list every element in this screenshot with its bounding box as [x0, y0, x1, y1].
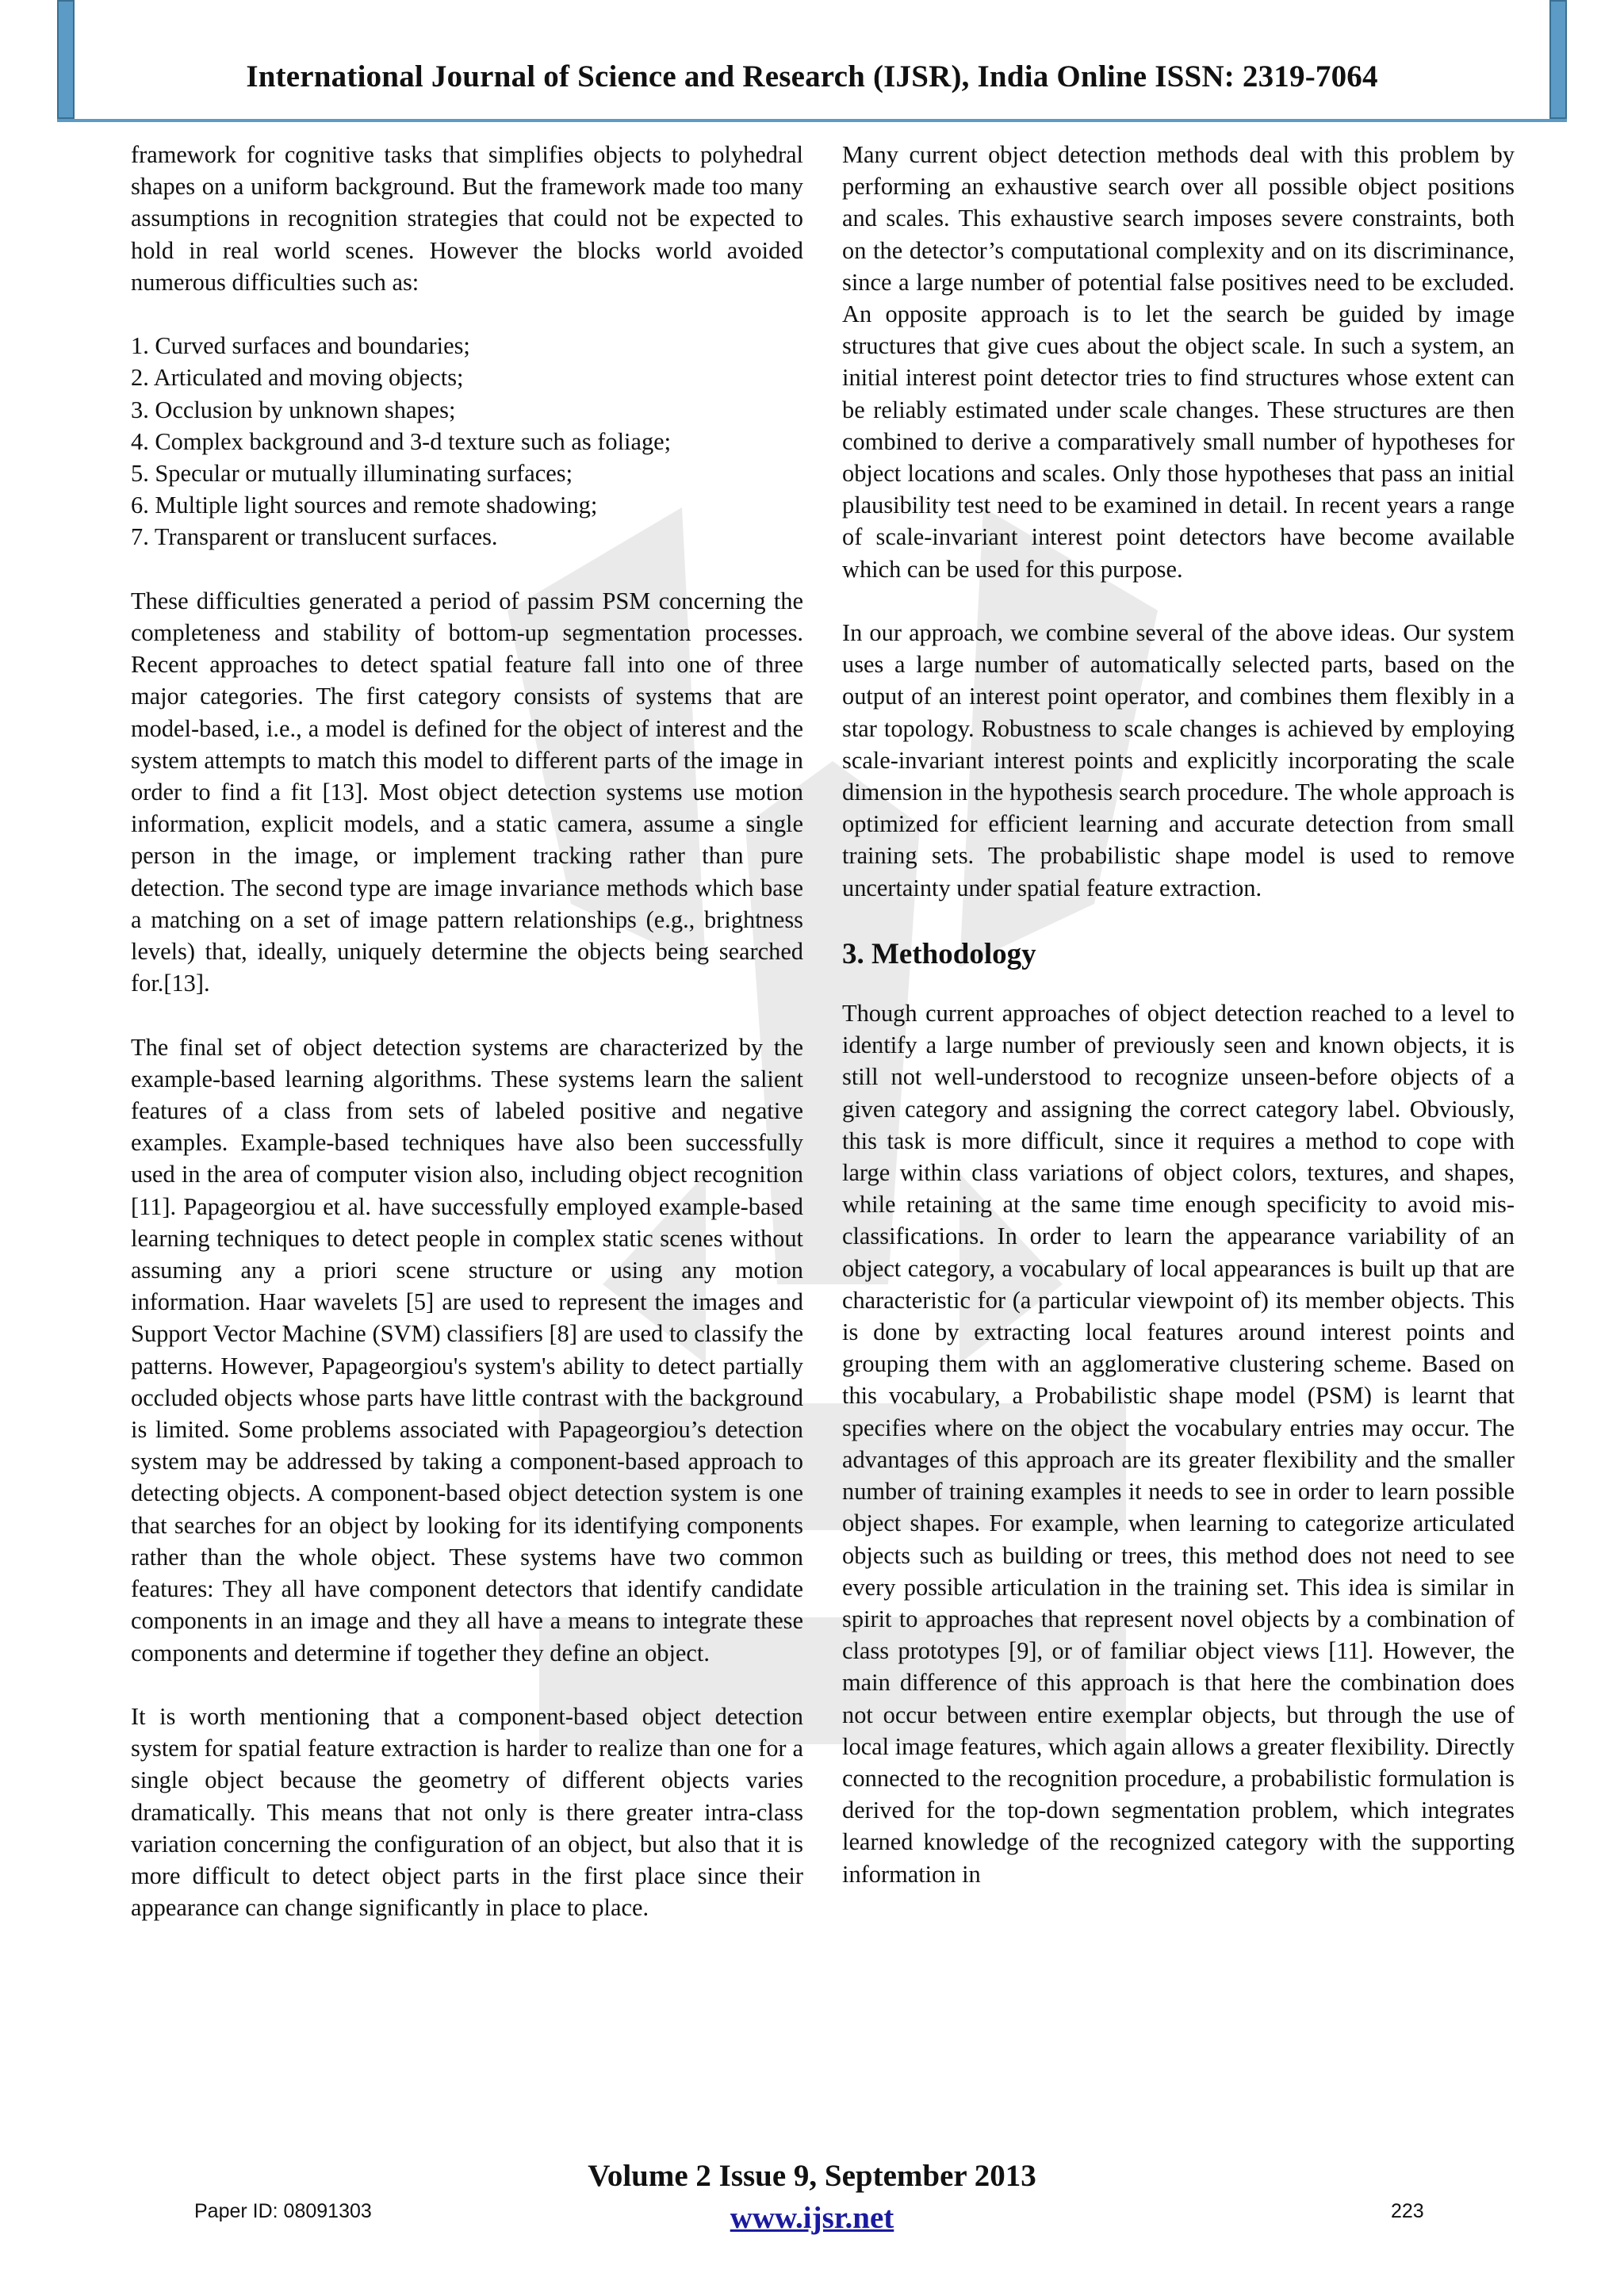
journal-title: International Journal of Science and Research (IJSR), India Online ISSN: 2319-7064 [246, 59, 1378, 94]
list-item: 6. Multiple light sources and remote shadowing; [131, 492, 598, 519]
list-item: 4. Complex background and 3-d texture such as foliage; [131, 427, 672, 455]
footer-url-link[interactable]: www.ijsr.net [730, 2201, 894, 2235]
list-item: 7. Transparent or translucent surfaces. [131, 523, 498, 551]
list-item: 5. Specular or mutually illuminating surfaces; [131, 460, 573, 488]
left-paragraph-3: The final set of object detection systems are characterized by the example-based learning algorithms. These systems learn the salient features of a class from sets of labeled positive and negative examples. Example-based techniques have also been successfully used in the area of computer vision also, including object recognition [11]. Papageorgiou et al. have successfully employed example-based learning techniques to detect people in complex static scenes without assuming any a priori scene structure or using any motion information. Haar wavelets [5] are used to represent the images and Support Vector Machine (SVM) classifiers [8] are used to classify the patterns. However, Papageorgiou's system's ability to detect partially occluded objects whose parts have little contrast with the background is limited. Some problems associated with Papageorgiou’s detection system may be addressed by taking a component-based approach to detecting objects. A component-based object detection system is one that searches for an object by looking for its identifying components rather than the whole object. These systems have two common features: They all have component detectors that identify candidate components in an image and they all have a means to integrate these components and determine if together they define an object. [131, 1033, 803, 1667]
right-column [842, 139, 1515, 1890]
left-column [131, 139, 803, 1923]
header-rule [57, 119, 1567, 122]
difficulties-list [131, 330, 803, 553]
page-number: 223 [1391, 2200, 1424, 2222]
footer-volume: Volume 2 Issue 9, September 2013 [588, 2159, 1036, 2193]
left-paragraph-1: framework for cognitive tasks that simplifies objects to polyhedral shapes on a uniform background. But the framework made too many assumptions in recognition strategies that could not be expected to hold in real world scenes. However the blocks world avoided numerous difficulties such as: [131, 141, 803, 296]
section-heading-methodology: 3. Methodology [842, 938, 1036, 971]
left-paragraph-4: It is worth mentioning that a component-based object detection system for spatial feature extraction is harder to realize than one for a single object because the geometry of different objects varies dramatically. This means that not only is there greater intra-class variation concerning the configuration of an object, but also that it is more difficult to detect object parts in the first place since their appearance can change significantly in place to place. [131, 1702, 803, 1922]
list-item: 1. Curved surfaces and boundaries; [131, 332, 470, 360]
right-paragraph-3: Though current approaches of object detection reached to a level to identify a large number of previously seen and known objects, it is still not well-understood to recognize unseen-before objects of a given category and assigning the correct category label. Obviously, this task is more difficult, since it requires a method to cope with large within class variations of object colors, textures, and shapes, while retaining at the same time enough specificity to avoid mis-classifications. In order to learn the appearance variability of an object category, a vocabulary of local appearances is built up that are characteristic for (a particular viewpoint of) its member objects. This is done by extracting local features around interest points and grouping them with an agglomerative clustering scheme. Based on this vocabulary, a Probabilistic shape model (PSM) is learnt that specifies where on the object the vocabulary entries may occur. The advantages of this approach are its greater flexibility and the smaller number of training examples it needs to see in order to learn possible object shapes. For example, when learning to categorize articulated objects such as building or trees, this method does not need to see every possible articulation in the training set. This idea is similar in spirit to approaches that represent novel objects by a combination of class prototypes [9], or of familiar object views [11]. However, the main difference of this approach is that here the combination does not occur between entire exemplar objects, but through the use of local image features, which again allows a greater flexibility. Directly connected to the recognition procedure, a probabilistic formulation is derived for the top-down segmentation problem, which integrates learned knowledge of the recognized category with the supporting information in [842, 1000, 1515, 1888]
list-item: 2. Articulated and moving objects; [131, 364, 464, 392]
right-paragraph-2: In our approach, we combine several of the above ideas. Our system uses a large number of automatically selected parts, based on the output of an interest point operator, and combines them flexibly in a star topology. Robustness to scale changes is achieved by employing scale-invariant interest points and explicitly incorporating the scale dimension in the hypothesis search procedure. The whole approach is optimized for efficient learning and accurate detection from small training sets. The probabilistic shape model is used to remove uncertainty under spatial feature extraction. [842, 619, 1515, 901]
right-paragraph-1: Many current object detection methods deal with this problem by performing an exhaustive search over all possible object positions and scales. This exhaustive search imposes severe constraints, both on the detector’s computational complexity and on its discriminance, since a large number of potential false positives need to be excluded. An opposite approach is to let the search be guided by image structures that give cues about the object scale. In such a system, an initial interest point detector tries to find structures whose extent can be reliably estimated under scale changes. These structures are then combined to derive a comparatively small number of hypotheses for object locations and scales. Only those hypotheses that pass an initial plausibility test need to be examined in detail. In recent years a range of scale-invariant interest point detectors have become available which can be used for this purpose. [842, 141, 1515, 583]
paper-id: Paper ID: 08091303 [194, 2200, 372, 2222]
left-paragraph-2: These difficulties generated a period of passim PSM concerning the completeness and stability of bottom-up segmentation processes. Recent approaches to detect spatial feature fall into one of three major categories. The first category consists of systems that are model-based, i.e., a model is defined for the object of interest and the system attempts to match this model to different parts of the image in order to find a fit [13]. Most object detection systems use motion information, explicit models, and a static camera, assume a single person in the image, or implement tracking rather than pure detection. The second type are image invariance methods which base a matching on a set of image pattern relationships (e.g., brightness levels) that, ideally, uniquely determine the objects being searched for.[13]. [131, 587, 803, 997]
list-item: 3. Occlusion by unknown shapes; [131, 396, 456, 423]
